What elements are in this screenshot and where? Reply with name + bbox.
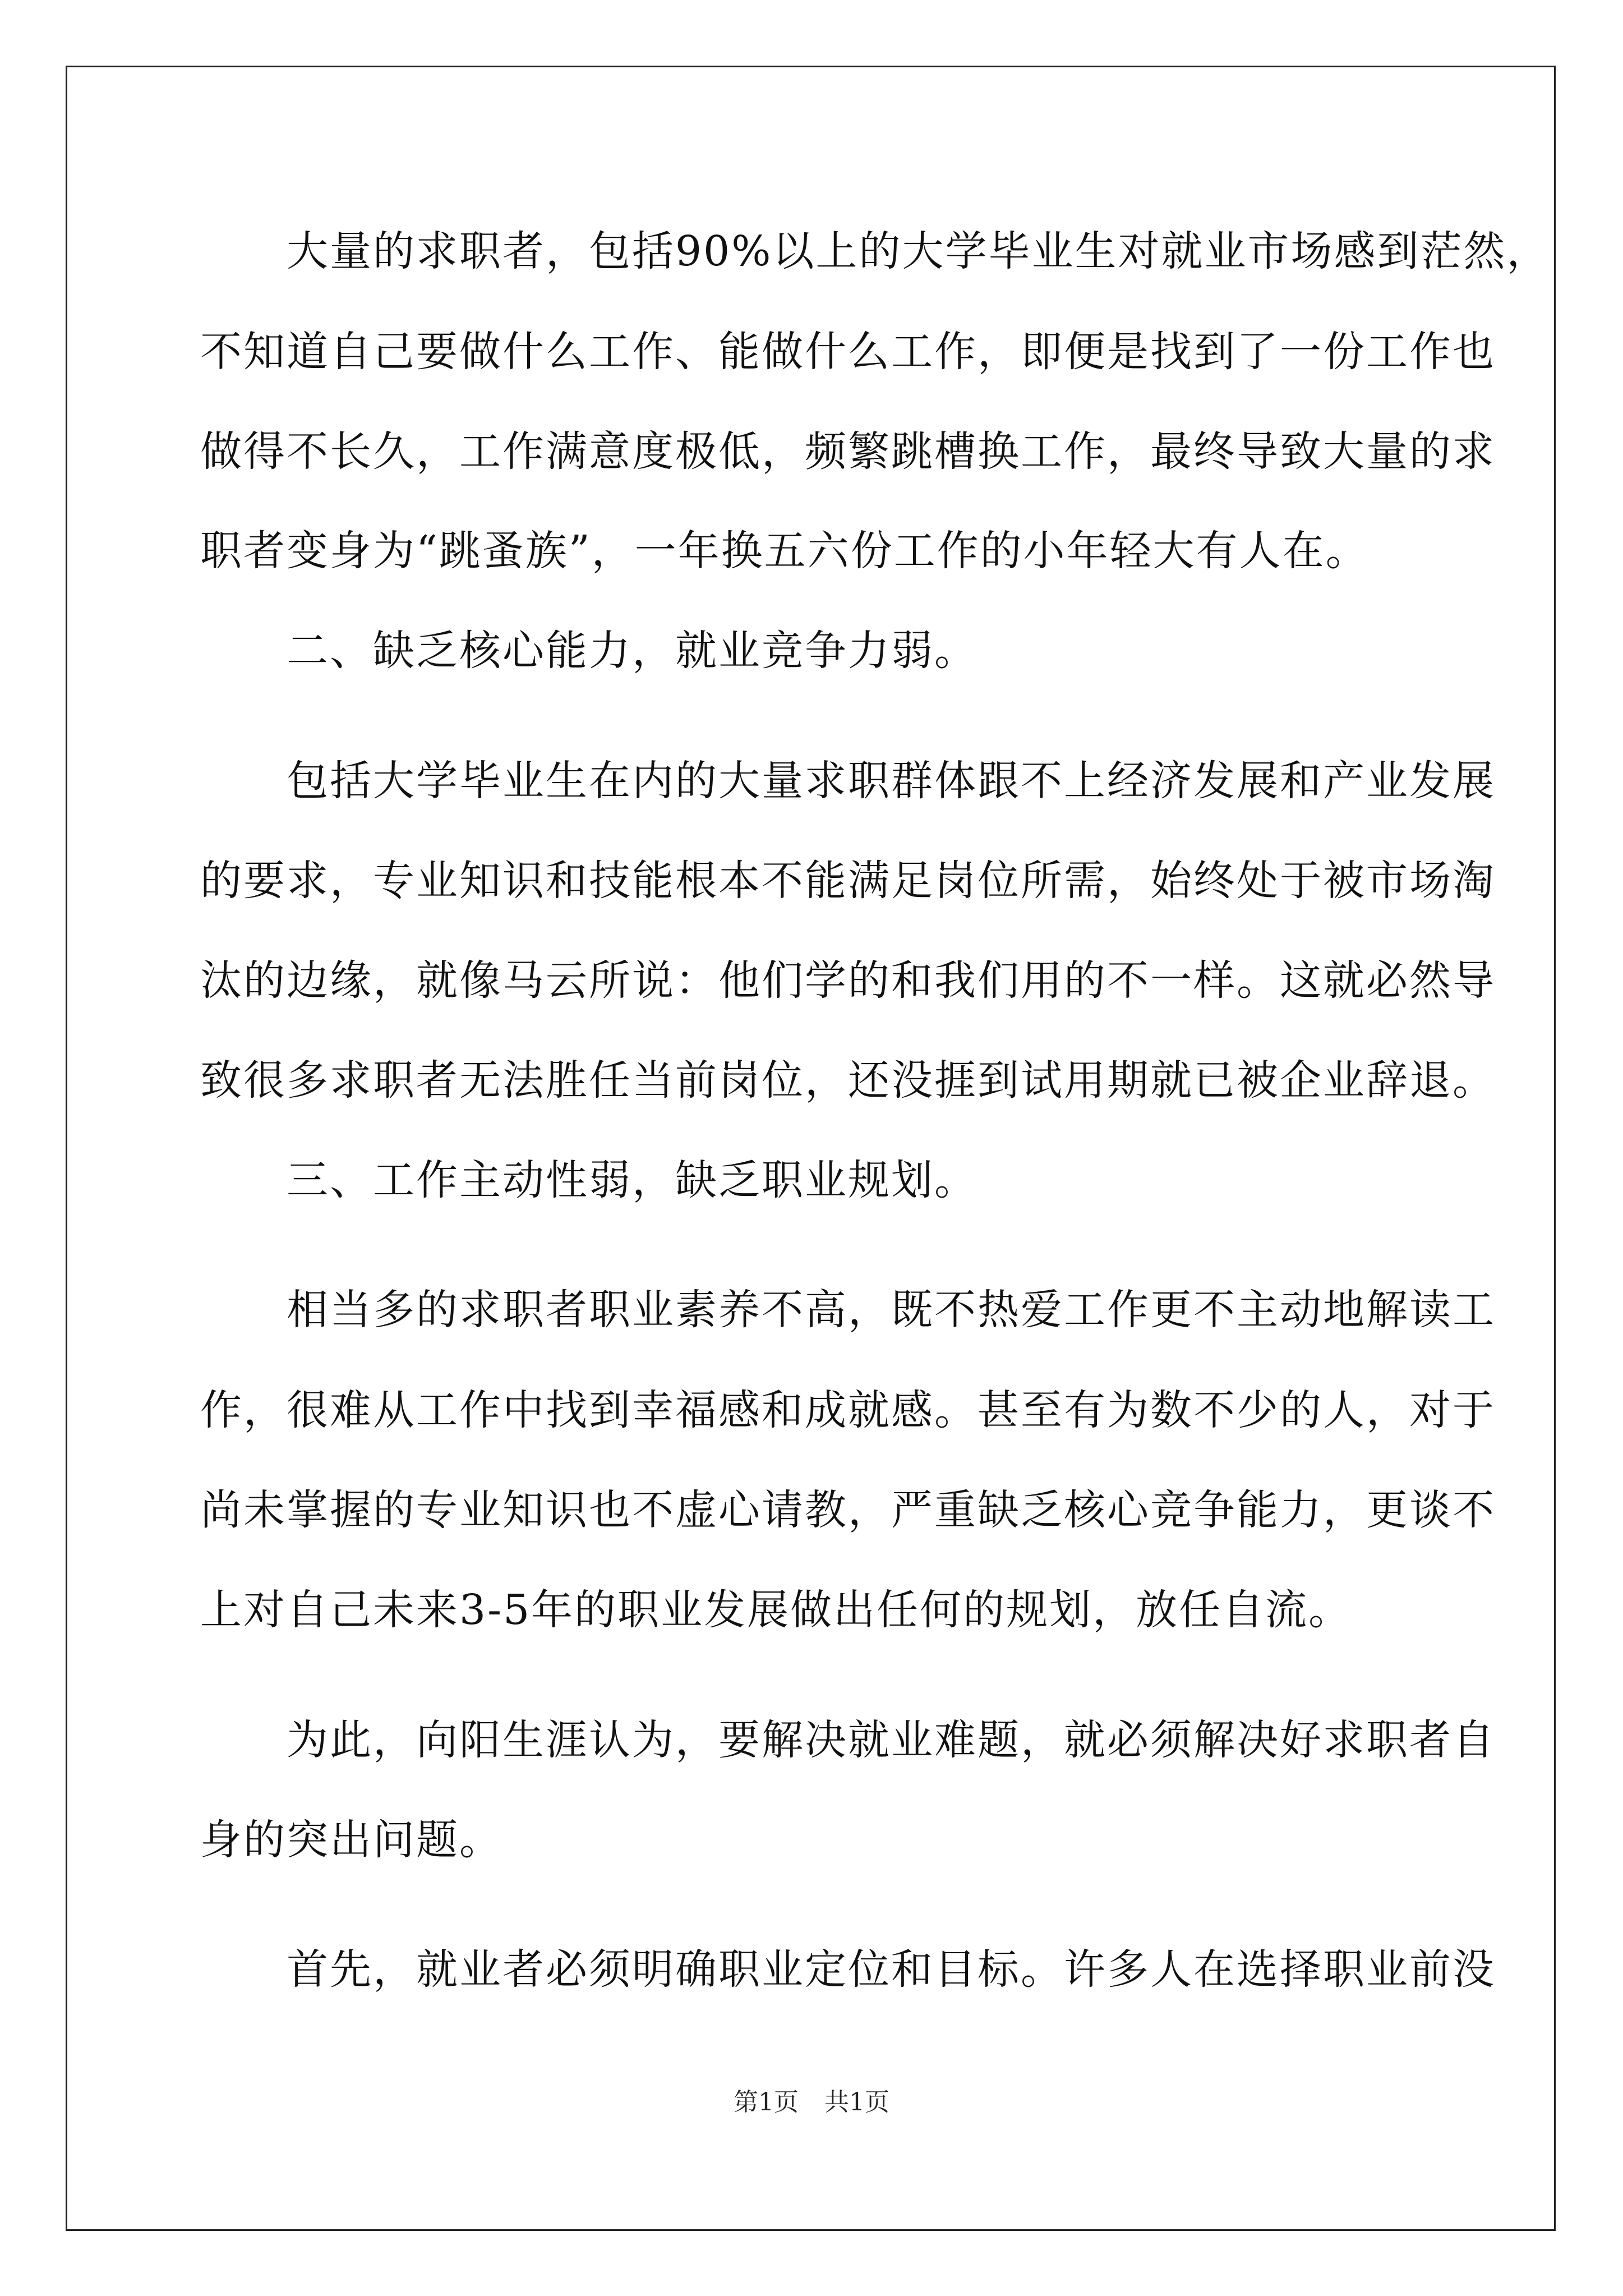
section-heading-3: 三、工作主动性弱，缺乏职业规划。 (200, 1156, 978, 1204)
text-line-7: 的要求，专业知识和技能根本不能满足岗位所需，始终处于被市场淘 (200, 857, 1496, 905)
text-line-15: 为此，向阳生涯认为，要解决就业难题，就必须解决好求职者自 (200, 1716, 1496, 1764)
text-line-4: 职者变身为“跳蚤族”，一年换五六份工作的小年轻大有人在。 (200, 527, 1369, 575)
text-line-6: 包括大学毕业生在内的大量求职群体跟不上经济发展和产业发展 (200, 757, 1496, 805)
text-line-9: 致很多求职者无法胜任当前岗位，还没捱到试用期就已被企业辞退。 (200, 1056, 1496, 1105)
text-line-17: 首先，就业者必须明确职业定位和目标。许多人在选择职业前没 (200, 1945, 1496, 1994)
section-heading-2: 二、缺乏核心能力，就业竞争力弱。 (200, 627, 978, 675)
text-line-16: 身的突出问题。 (200, 1816, 502, 1864)
text-line-2: 不知道自己要做什么工作、能做什么工作，即便是找到了一份工作也 (200, 328, 1496, 376)
text-line-14: 上对自己未来3-5年的职业发展做出任何的规划，放任自流。 (200, 1586, 1352, 1634)
text-line-8: 汰的边缘，就像马云所说：他们学的和我们用的不一样。这就必然导 (200, 956, 1496, 1005)
page-number: 第1页 (734, 2088, 799, 2116)
text-line-11: 相当多的求职者职业素养不高，既不热爱工作更不主动地解读工 (200, 1286, 1496, 1334)
text-line-3: 做得不长久，工作满意度极低，频繁跳槽换工作，最终导致大量的求 (200, 427, 1496, 476)
page-total: 共1页 (824, 2088, 889, 2116)
text-line-13: 尚未掌握的专业知识也不虚心请教，严重缺乏核心竞争能力，更谈不 (200, 1486, 1496, 1534)
page-footer (0, 2086, 1623, 2119)
text-line-12: 作，很难从工作中找到幸福感和成就感。甚至有为数不少的人，对于 (200, 1386, 1496, 1434)
text-line-1: 大量的求职者，包括90%以上的大学毕业生对就业市场感到茫然， (200, 227, 1550, 275)
